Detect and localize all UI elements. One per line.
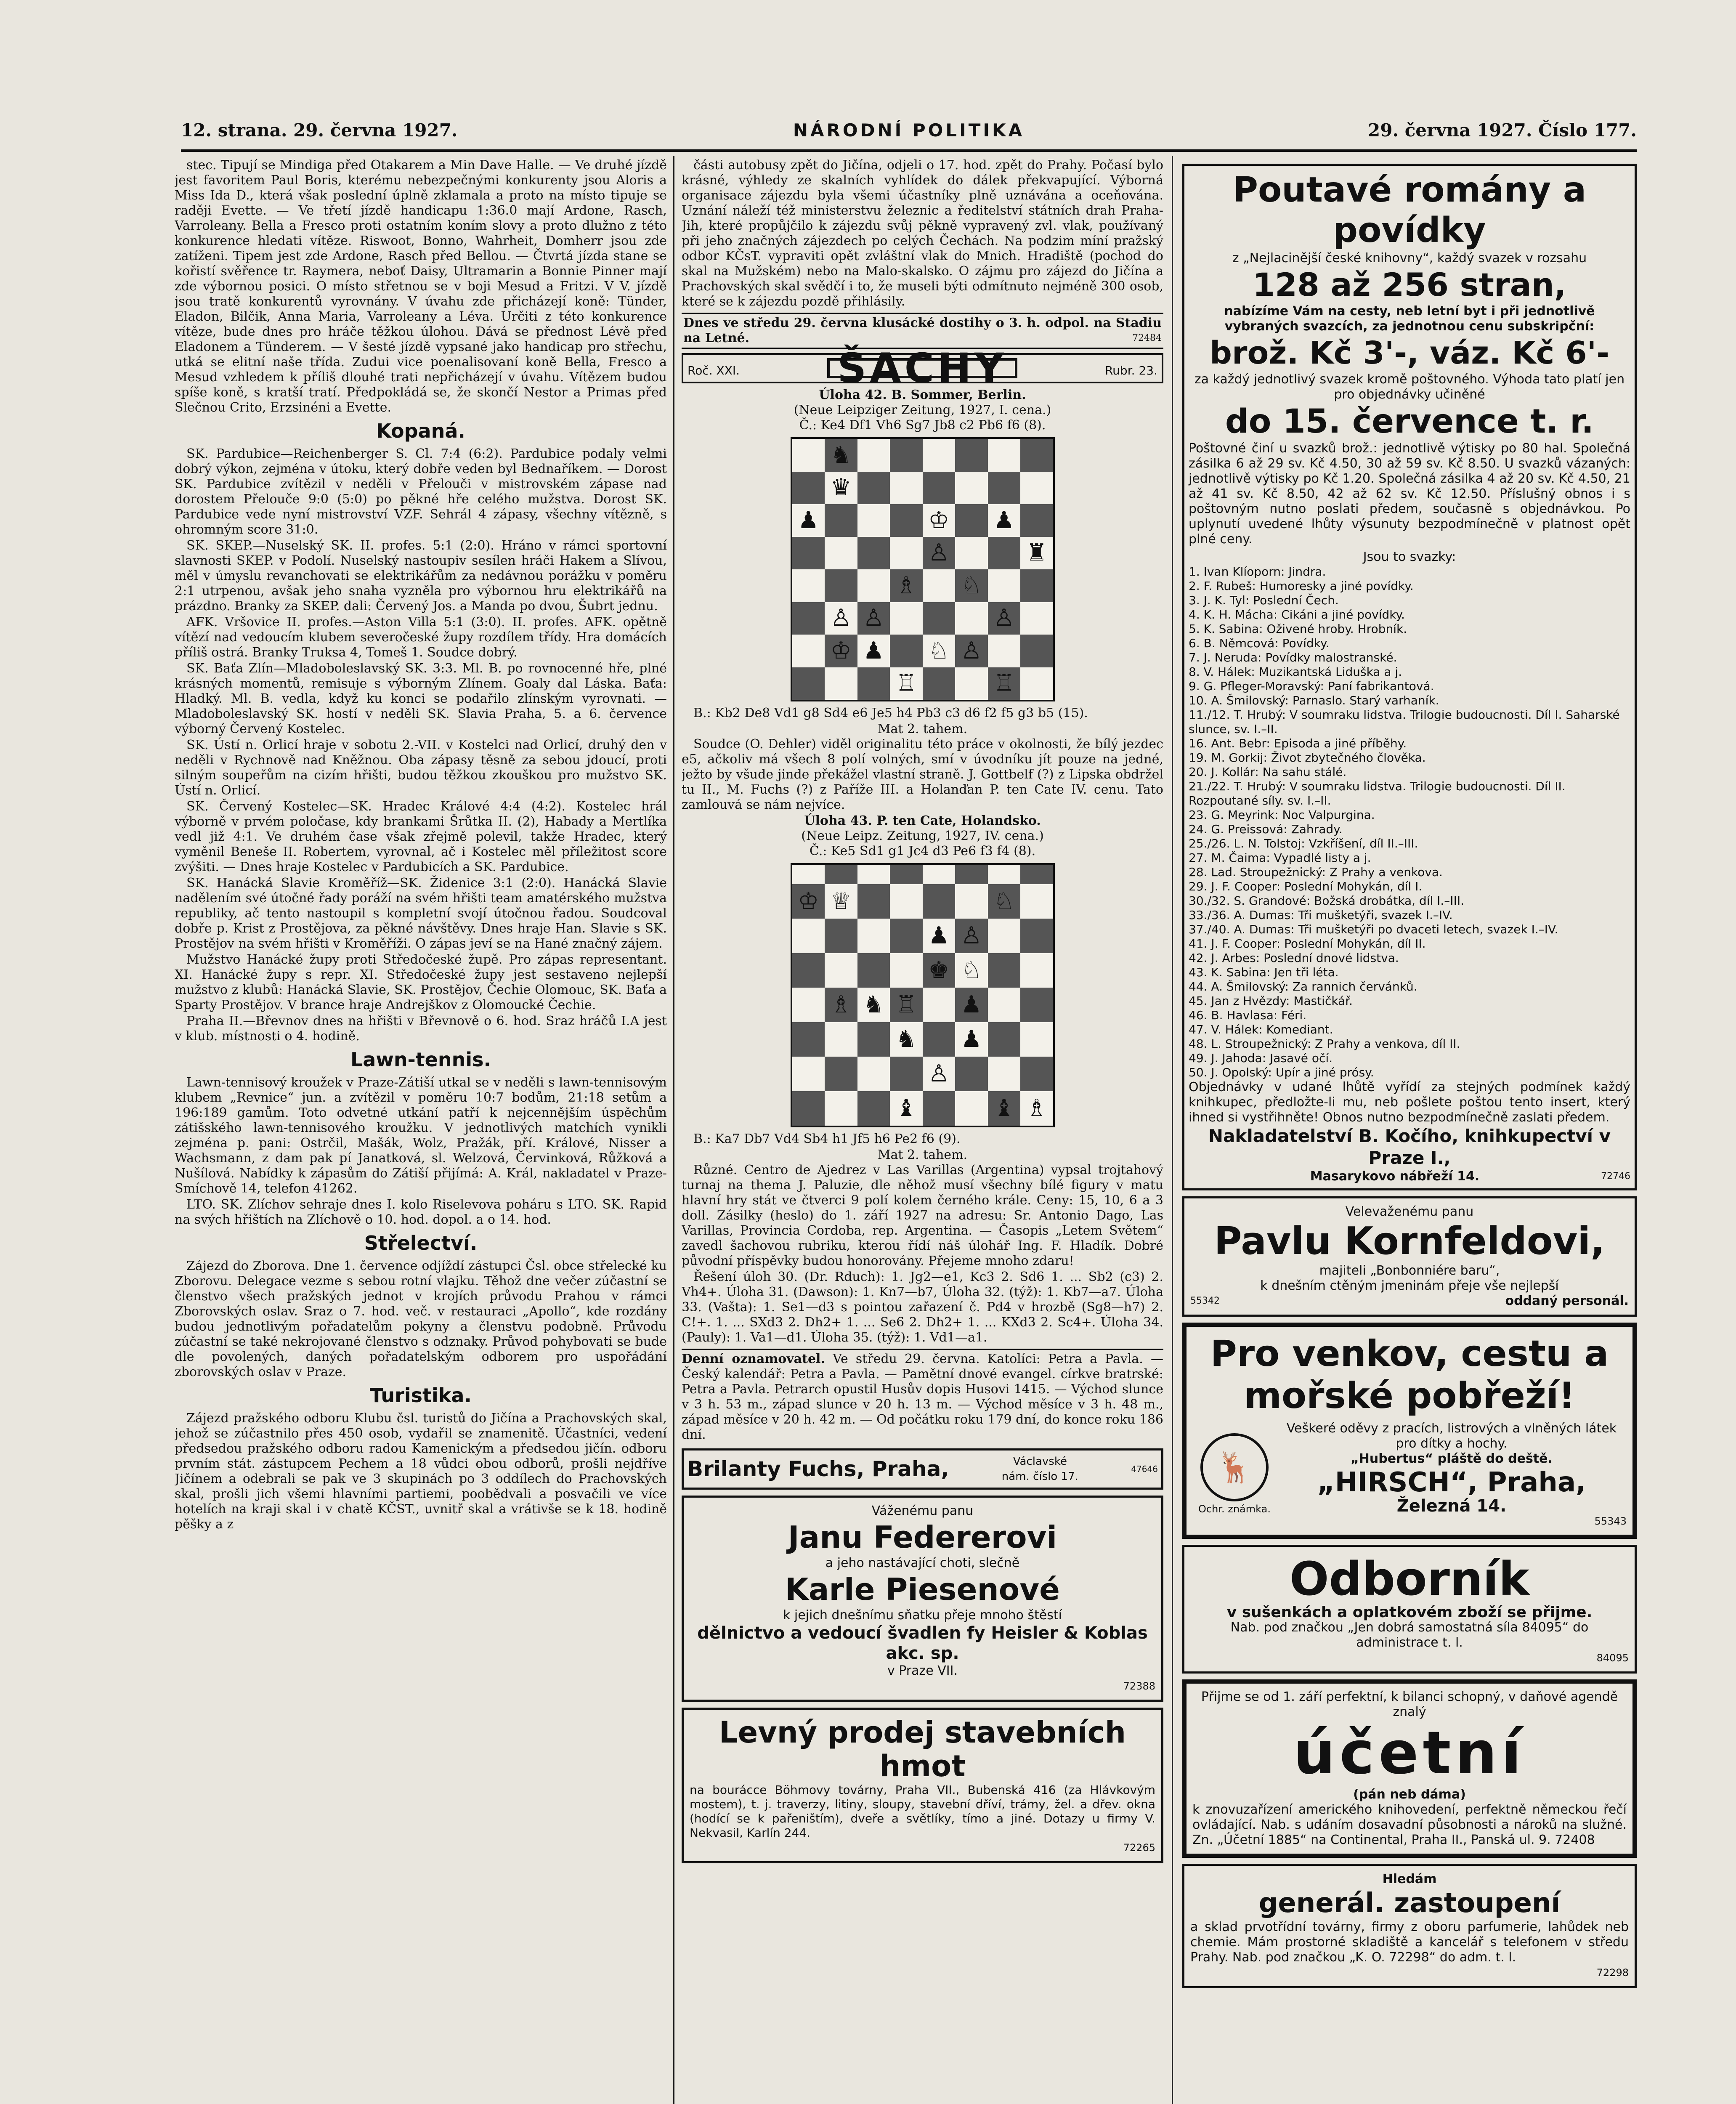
chess-volume: Roč. XXI. <box>687 364 740 377</box>
chess-square <box>923 884 956 919</box>
fuchs-code: 47646 <box>1131 1464 1158 1474</box>
odbornik-title: Odborník <box>1290 1552 1529 1606</box>
chess-square <box>792 635 825 667</box>
book-list-item: 43. K. Sabina: Jen tři léta. <box>1189 965 1339 979</box>
chess-square: ♟ <box>792 504 825 537</box>
chess-square <box>955 865 988 884</box>
chess-square: ♟ <box>857 635 890 667</box>
chess-square <box>923 865 956 884</box>
fuchs-name: Brilanty Fuchs, Praha, <box>687 1457 949 1481</box>
publisher-address-row <box>1189 1169 1630 1184</box>
hiking-news <box>175 1411 667 1532</box>
chess-square <box>857 953 890 988</box>
chess-square <box>988 1022 1021 1057</box>
book-list-item: 24. G. Preissová: Zahrady. <box>1189 822 1343 836</box>
chess-square <box>923 988 956 1022</box>
chess-square <box>857 667 890 700</box>
chess-square <box>955 1057 988 1091</box>
column-divider <box>1172 156 1173 2104</box>
daily-announcer <box>682 1349 1163 1443</box>
chess-square: ♗ <box>825 988 857 1022</box>
paragraph: LTO. SK. Zlíchov sehraje dnes I. kolo Riselevova poháru s LTO. SK. Rapid na svých hřištích na Zlíchově o 10. hod. dopol. a o 14. hod. <box>175 1197 667 1227</box>
hirsch-hubertus: „Hubertus“ pláště do deště. <box>1351 1451 1553 1466</box>
chess-square: ♟ <box>988 504 1021 537</box>
ad-fuchs <box>682 1448 1163 1490</box>
chess-square <box>923 472 956 505</box>
book-list-item: 49. J. Jahoda: Jasavé očí. <box>1189 1051 1333 1065</box>
chess-square <box>792 439 825 472</box>
general-title: generál. zastoupení <box>1258 1888 1561 1919</box>
chess-square: ♙ <box>923 1057 956 1091</box>
chess-square <box>923 602 956 635</box>
chess-square <box>988 537 1021 570</box>
chess-square <box>1020 439 1053 472</box>
piesen-name: Karle Piesenové <box>785 1572 1060 1607</box>
chess-title: ŠACHY <box>827 358 1017 378</box>
hirsch-code: 55343 <box>1594 1515 1627 1527</box>
chess-square <box>923 1022 956 1057</box>
chess-square: ♘ <box>955 953 988 988</box>
chess-square: ♟ <box>955 1022 988 1057</box>
chess-square: ♝ <box>890 1091 923 1126</box>
chess-square <box>923 569 956 602</box>
book-list-item: 9. G. Pfleger-Moravský: Paní fabrikantová. <box>1189 679 1434 693</box>
book-list-item: 25./26. L. N. Tolstoj: Vzkříšení, díl II.–III. <box>1189 837 1418 850</box>
odbornik-subtitle: v sušenkách a oplatkovém zboží se přijme. <box>1226 1604 1593 1621</box>
chess-square <box>1020 472 1053 505</box>
books-title: Poutavé romány a povídky <box>1232 170 1587 250</box>
football-news <box>175 446 667 1044</box>
general-code: 72298 <box>1596 1967 1629 1979</box>
problem-43-source: (Neue Leipz. Zeitung, 1927, IV. cena.) <box>801 829 1044 843</box>
paragraph: Mužstvo Hanácké župy proti Středočeské župě. Pro zápas representant. XI. Hanácké župy s repr. XI. Středočeské župy jest sestaveno nejlepší mužstvo z klubů: Hanácká Slavie, SK. Prostějov, Čechie Olomouc, SK. Baťa a Sparty Prostějov. V brance hraje Andrejškov z Olomoucké Čechie. <box>175 952 667 1012</box>
problem-42-header <box>682 388 1163 433</box>
race-notice <box>682 313 1163 349</box>
books-offer: nabízíme Vám na cesty, neb letní byt i při jednotlivě vybraných svazcích, za jednotnou cenu subskripční: <box>1224 304 1595 334</box>
chess-board-42 <box>791 437 1055 701</box>
problem-42-comment: Soudce (O. Dehler) viděl originalitu této práce v okolnosti, že bílý jezdec e5, ačkoliv má všech 8 polí volných, smí v úvodníku jít pouze na jedné, ježto by všude jinde překážel vlastní straně. J. Gottbelf (?) z Lipska obdržel tu II., M. Fuchs (?) z Paříže III. a Holanďan P. ten Cate IV. cenu. Tato zamlouvá se nám nejvíce. <box>682 737 1163 812</box>
prodej-title: Levný prodej stavebních hmot <box>719 1715 1126 1783</box>
paragraph: části autobusy zpět do Jičína, odjeli o 17. hod. zpět do Prahy. Počasí bylo krásné, výhledy ze skalních vyhlídek do dálek překvapující. Výborná organisace zájezdu byla všemi účastníky plně uznávána a oceňována. Uznání náleží též ministerstvu železnic a ředitelství státních drah Praha-Jih, které propůjčilo k zájezdu svůj pěkně vypravený zvl. vlak, používaný při jeho značných zájezdech po celých Čechách. Na podzim míní pražský odbor KČsT. vypraviti opět zvláštní vlak do Mnich. Hradiště (pochod do skal na Mužském) nebo na Malo-skalsko. O zájmu pro zájezd do Jičína a Prachovských skal svědčí i to, že museli býti odmítnuto nejméně 300 osob, které se k zájezdu pozdě přihlásily. <box>682 158 1163 309</box>
chess-square: ♞ <box>825 439 857 472</box>
general-hledam: Hledám <box>1382 1872 1437 1886</box>
book-list-item: 46. B. Havlasa: Féri. <box>1189 1008 1307 1022</box>
hiking-continued <box>682 158 1163 309</box>
ucetni-text: k znovuzařízení amerického knihovedení, perfektně německou řečí ovládající. Nab. s udáním dosavadní působnosti a nároků na služné. Zn. „Účetní 1885“ na Continental, Praha II., Panská ul. 9. 72408 <box>1192 1802 1627 1847</box>
book-list-item: 29. J. F. Cooper: Poslední Mohykán, díl I. <box>1189 879 1423 893</box>
books-postage: Poštovné činí u svazků brož.: jednotlivě výtisky po 80 hal. Společná zásilka 6 až 29 sv. Kč 4.50, 30 až 59 sv. Kč 8.50. U svazků vázaných: jednotlivě výtisky po Kč 1.20. Společná zásilka 4 až 20 sv. Kč 4.50, 21 až 41 sv. Kč 8.50, 42 až 62 sv. Kč 12.50. Příslušný obnos i s poštovným nutno poslati předem, současně s objednávkou. Po uplynutí uvedené lhůty výsunuty bezpodmínečně v platnost opět plné ceny. <box>1189 441 1630 547</box>
paragraph: SK. Hanácká Slavie Kroměříž—SK. Židenice 3:1 (2:0). Hanácká Slavie nadělením své útočné řady poráží na svém hřišti team amatérského mužstva republiky, ač tento nastoupil s kompletní svojí útočnou řadou. Soudcoval dobře p. Krist z Prostějova, za pěkné návštěvy. Dnes hraje Han. Slavie s SK. Prostějov na svém hřišti v Kroměříži. O zápas jeví se na Hané značný zájem. <box>175 876 667 951</box>
chess-square: ♘ <box>955 569 988 602</box>
chess-square <box>923 667 956 700</box>
chess-square: ♙ <box>857 602 890 635</box>
chess-square <box>1020 919 1053 953</box>
chess-square <box>857 1022 890 1057</box>
chess-square <box>988 919 1021 953</box>
kornfeld-intro: Velevaženému panu <box>1345 1204 1474 1219</box>
paragraph: SK. Červený Kostelec—SK. Hradec Králové 4:4 (4:2). Kostelec hrál výborně v prvém poločase, kdy brankami Šrůtka II. (2), Habady a Mertlíka vedl již 4:1. Ve druhém čase však zřejmě polevil, takže Hradec, který vyměnil Beneše II. Robertem, vyrovnal, ač i Kostelec měl příležitost score zvýšiti. — Dnes hraje Kostelec v Pardubicích a SK. Pardubice. <box>175 799 667 874</box>
book-list-item: 19. M. Gorkij: Život zbytečného člověka. <box>1189 751 1426 765</box>
chess-square <box>955 884 988 919</box>
chess-square <box>890 504 923 537</box>
chess-square <box>1020 1022 1053 1057</box>
chess-square <box>792 919 825 953</box>
publisher-code: 72746 <box>1601 1171 1630 1182</box>
odbornik-code: 84095 <box>1596 1652 1629 1664</box>
chess-square <box>955 504 988 537</box>
books-deadline: do 15. července t. r. <box>1225 403 1594 441</box>
paragraph: SK. Pardubice—Reichenberger S. Cl. 7:4 (6:2). Pardubice podaly velmi dobrý výkon, zejména v útoku, který dobře veden byl Bednaříkem. — Dorost SK. Pardubice zvítězil v neděli v Přelouči v mistrovském zápase nad dorostem Přelouče 9:0 (5:0) po pěkné hře celého mužstva. Dorost SK. Pardubice vede nyní mistrovství VZF. Sehrál 4 zápasy, všechny vítězně, s ohromným score 31:0. <box>175 446 667 537</box>
chess-square: ♕ <box>825 884 857 919</box>
federer-city: v Praze VII. <box>887 1663 958 1678</box>
books-pages: 128 až 256 stran, <box>1253 266 1566 303</box>
chess-square <box>825 953 857 988</box>
chess-square <box>825 504 857 537</box>
books-price-note: za každý jednotlivý svazek kromě poštovného. Výhoda tato platí jen pro objednávky učiněné <box>1194 372 1625 402</box>
paragraph: stec. Tipují se Mindiga před Otakarem a Min Dave Halle. — Ve druhé jízdě jest favoritem Paul Boris, kterému nebezpečnými konkurenty jsou Aloris a Miss Ida D., která však poslední úplně zklamala a proto na místo tipuje se raději Evette. — Ve třetí jízdě handicapu 1:36.0 mají Ardone, Rasch, Varroleany. Bella a Fresco proti ostatním koním slovy a proto dlužno z této konkurence hledati vítěze. Riswoot, Bonno, Wahrheit, Domherr jsou zde zatíženi. Tipem jest zde Ardone, Rasch před Bellou. — Čtvrtá jízda stane se kořistí svěřence tr. Raymera, neboť Daisy, Ultramarin a Bonnie Pinner mají zde výbornou posici. O místo střetnou se v boji Mesud a Fritzi. V V. jízdě jsou tratě konkurentů vyrovnány. V úvahu zde přicházejí koně: Tünder, Eladon, Bilčik, Anna Maria, Varroleany a Léva. Určiti z této konkurence vítěze, bude dnes pro hráče těžkou úlohou. Dává se přednost Lévě před Eladonem a Tünderem. — V šesté jízdě vypsané jako handicap pro střechu, utká se elitní naše třída. Zudui vice poenalisovaní koně Bella, Fresco a Mesud vzhledem k příliš dlouhé trati nepřicházejí v úvahu. Vítězem budou spíše koně, s kratší tratí. Předpokládá se, že skončí Nestor a Primas před Slečnou Crito, Erzsinéni a Evette. <box>175 158 667 415</box>
paragraph: AFK. Vršovice II. profes.—Aston Villa 5:1 (3:0). II. profes. AFK. opětně vítězí nad vedoucím klubem severočeské župy rozdílem třídy. Hra domácích příliš ostrá. Branky Truksa 4, Tomeš 1. Soudce dobrý. <box>175 615 667 660</box>
chess-square: ♞ <box>890 1022 923 1057</box>
chess-square <box>792 472 825 505</box>
chess-square <box>988 472 1021 505</box>
federer-intro: Váženému panu <box>871 1504 974 1518</box>
chess-square <box>857 537 890 570</box>
book-list-item: 33./36. A. Dumas: Tři mušketýři, svazek I.–IV. <box>1189 908 1453 922</box>
chess-square <box>1020 988 1053 1022</box>
ad-odbornik <box>1182 1545 1637 1674</box>
prodej-text: na bourácce Böhmovy továrny, Praha VII., Bubenská 416 (za Hlávkovým mostem), t. j. traverzy, litiny, sloupy, stavební dříví, trámy, žel. a dřev. okna (hodící se k pařeništím), dveře a světlíky, tímo a jiné. Dotazy u firmy V. Nekvasil, Karlín 244. <box>690 1783 1155 1840</box>
chess-square <box>792 865 825 884</box>
ad-building-materials <box>682 1708 1163 1863</box>
paragraph: Lawn-tennisový kroužek v Praze-Zátiší utkal se v neděli s lawn-tennisovým klubem „Revnice“ jun. a zvítězil v poměru 10:7 bodům, 21:18 setům a 196:189 gamům. Toto odvetné utkání patří k nejcennějším úspěchům zátišského lawn-tennisového kroužku. V jednotlivých matchích vynikli zejména p. pani: Ostrčil, Mašák, Wolz, Pražák, pří. Králové, Nisser a Wachsmann, z dam pak pí Janatková, sl. Welzová, Červinková, Růžková a Nušílová. Nabídky k zápasům do Zátiší přijímá: A. Král, nakladatel v Praze-Smíchově 14, telefon 41262. <box>175 1075 667 1196</box>
chess-square <box>988 988 1021 1022</box>
hirsch-text-block <box>1277 1421 1627 1529</box>
book-list-item: 21./22. T. Hrubý: V soumraku lidstva. Trilogie budoucnosti. Díl II. Rozpoutané síly. sv. I.–II. <box>1189 779 1566 808</box>
section-heading-strelectvi: Střelectví. <box>364 1232 478 1254</box>
race-notice-text: Dnes ve středu 29. června klusácké dostihy o 3. h. odpol. na Stadiu na Letné. <box>683 316 1162 345</box>
hirsch-body <box>1192 1421 1627 1529</box>
hirsch-text: Veškeré oděvy z pracích, listrových a vlněných látek pro dítky a hochy. <box>1286 1421 1617 1451</box>
book-list-item: 28. Lad. Stroupežnický: Z Prahy a venkova. <box>1189 865 1443 879</box>
chess-square <box>955 667 988 700</box>
ad-ucetni <box>1182 1679 1637 1858</box>
general-text: a sklad prvotřídní továrny, firmy z oboru parfumerie, lahůdek neb chemie. Mám prostorné skladiště a kancelář s telefonem v středu Prahy. Nab. pod značkou „K. O. 72298“ do adm. t. l. <box>1190 1920 1629 1965</box>
book-list-item: 45. Jan z Hvězdy: Mastičkář. <box>1189 994 1353 1008</box>
header-right: 29. června 1927. Číslo 177. <box>1368 120 1637 141</box>
chess-square <box>857 865 890 884</box>
chess-square <box>890 602 923 635</box>
hirsch-title: Pro venkov, cestu a mořské pobřeží! <box>1210 1333 1609 1417</box>
chess-square <box>857 884 890 919</box>
chess-square <box>988 1057 1021 1091</box>
chess-square <box>825 667 857 700</box>
book-list-item: 1. Ivan Klíoporn: Jindra. <box>1189 565 1326 579</box>
problem-42-mate: Mat 2. tahem. <box>877 722 968 736</box>
book-list-item: 11./12. T. Hrubý: V soumraku lidstva. Trilogie budoucnosti. Díl I. Saharské slunce, sv. I.–II. <box>1189 708 1620 736</box>
books-list <box>1189 565 1630 1080</box>
kornfeld-name: Pavlu Kornfeldovi, <box>1214 1219 1605 1263</box>
book-list-item: 4. K. H. Mácha: Cikáni a jiné povídky. <box>1189 608 1405 622</box>
problem-42-source: (Neue Leipziger Zeitung, 1927, I. cena.) <box>794 403 1051 417</box>
chess-square: ♔ <box>825 635 857 667</box>
chess-square <box>792 667 825 700</box>
chess-square: ♝ <box>988 1091 1021 1126</box>
book-list-item: 47. V. Hálek: Komediant. <box>1189 1023 1333 1036</box>
hirsch-logo-block <box>1192 1433 1277 1517</box>
chess-square: ♟ <box>955 988 988 1022</box>
chess-square <box>792 953 825 988</box>
deer-logo-icon: 🦌 <box>1200 1433 1269 1501</box>
chess-square <box>890 865 923 884</box>
tennis-news <box>175 1075 667 1227</box>
books-list-heading: Jsou to svazky: <box>1363 550 1456 564</box>
chess-square <box>890 1057 923 1091</box>
problem-42-black: Č.: Ke4 Df1 Vh6 Sg7 Jb8 c2 Pb6 f6 (8). <box>799 418 1046 433</box>
chess-square <box>792 1091 825 1126</box>
chess-square <box>1020 953 1053 988</box>
chess-square <box>792 537 825 570</box>
chess-square <box>988 569 1021 602</box>
chess-square <box>825 537 857 570</box>
chess-square: ♗ <box>890 569 923 602</box>
kornfeld-from: oddaný personál. <box>1505 1294 1629 1308</box>
chess-square <box>825 1057 857 1091</box>
chess-square <box>955 472 988 505</box>
column-3 <box>1182 158 1637 2104</box>
page-header <box>181 120 1637 149</box>
chess-square <box>857 1091 890 1126</box>
chess-square <box>825 1022 857 1057</box>
race-notice-code: 72484 <box>1132 333 1162 343</box>
chess-solutions: Řešení úloh 30. (Dr. Rduch): 1. Jg2—e1, Kc3 2. Sd6 1. ... Sb2 (c3) 2. Vh4+. Úloha 31. (Dawson): 1. Kn7—b7, Úloha 32. (týž): 1. Kb7—a7. Úloha 33. (Vašta): 1. Se1—d3 s pointou zařazení č. Pd4 v hrozbě (Sg8—h7) 2. C!+. 1. ... SXd3 2. Dh2+ 1. ... Se6 2. Dh2+ 1. ... KXd3 2. Sc4+. Úloha 34. (Pauly): 1. Va1—d1. Úloha 35. (týž): 1. Vd1—a1. <box>682 1270 1163 1345</box>
ad-federer <box>682 1496 1163 1702</box>
chess-square: ♖ <box>890 988 923 1022</box>
chess-square <box>890 439 923 472</box>
kornfeld-wish: k dnešním ctěným jmeninám přeje vše nejlepší <box>1260 1278 1559 1293</box>
header-rule <box>181 149 1637 152</box>
chess-square <box>923 1091 956 1126</box>
federer-wish: k jejich dnešnímu sňatku přeje mnoho štěstí <box>783 1608 1062 1623</box>
ad-books <box>1182 164 1637 1190</box>
paragraph: Zájezd pražského odboru Klubu čsl. turistů do Jičína a Prachovských skal, jehož se zúčastnilo přes 450 osob, vydařil se znamenitě. Účastníci, vedení předsedou pražského odboru radou Kamenickým a předsedou jičín. odboru prvním stát. zástupcem Pechem a 18 vůdci obou odborů, prošli nejdříve Jičínem a odebrali se pak ve 3 skupinách po 3 oddílech do Prachovských skal, prošli jich všemi hlavními partiemi, poobědvali a posvačili ve více hotelích na kraji skal i v chatě KČST., uvnitř skal a vrátivše se k 18. hodině pěšky a z <box>175 1411 667 1532</box>
chess-square: ♘ <box>988 884 1021 919</box>
chess-square: ♙ <box>988 602 1021 635</box>
book-list-item: 6. B. Němcová: Povídky. <box>1189 636 1330 650</box>
book-list-item: 30./32. S. Grandové: Božská drobátka, díl I.–III. <box>1189 894 1464 908</box>
column-1 <box>175 158 667 2104</box>
chess-rubric: Rubr. 23. <box>1104 364 1157 377</box>
fuchs-address: Václavské nám. číslo 17. <box>1001 1455 1078 1483</box>
chess-square <box>923 439 956 472</box>
book-list-item: 5. K. Sabina: Oživené hroby. Hrobník. <box>1189 622 1407 636</box>
book-list-item: 41. J. F. Cooper: Poslední Mohykán, díl II. <box>1189 937 1426 951</box>
publisher-address: Masarykovo nábřeží 14. <box>1310 1169 1480 1184</box>
paragraph: SK. SKEP.—Nuselský SK. II. profes. 5:1 (2:0). Hráno v rámci sportovní slavnosti SKEP. v Podolí. Nuselský nastoupiv sesílen hráči Hakem a Slívou, měl v úmyslu revanchovati se elektrikářům za nedávnou porážku v poměru 2:1 utrpenou, avšak jeho snaha vyzněla pro výbornou hru elektrikářů na prázdno. Branky za SKEP. dali: Červený Jos. a Manda po dvou, Šubrt jednu. <box>175 538 667 614</box>
book-list-item: 44. A. Šmilovský: Za rannich červánků. <box>1189 980 1417 994</box>
chess-square <box>825 919 857 953</box>
daily-announcer-text: Ve středu 29. června. Katolíci: Petra a Pavla. — Český kalendář: Petra a Pavla. — Pamětní dnové evangel. církve bratrské: Petra a Pavla. Petrarch opustil Husův dopis Husovi 1415. — Východ slunce v 3 h. 53 m., západ slunce v 20 h. 13 m. — Východ měsíce v 3 h. 48 m., západ měsíce v 20 h. 42 m. — Od počátku roku 179 dní, do konce roku 186 dní. <box>682 1352 1163 1442</box>
chess-square <box>955 439 988 472</box>
chess-square: ♚ <box>923 953 956 988</box>
chess-square <box>1020 504 1053 537</box>
problem-43-title: Úloha 43. P. ten Cate, Holandsko. <box>804 813 1041 828</box>
ad-kornfeld <box>1182 1196 1637 1317</box>
chess-misc: Různé. Centro de Ajedrez v Las Varillas (Argentina) vypsal trojtahový turnaj na thema J. Paluzie, dle něhož musí všechny bílé figury v matu hlavní hry stát ve čtverci 9 polí kolem černého krále. Ceny: 15, 10, 6 a 3 doll. Zásilky (heslo) do 1. září 1927 na adresu: Sr. Antonio Dago, Las Varillas, Provincia Cordoba, rep. Argentina. — Časopis „Letem Světem“ zavedl šachovou rubriku, kterou řídí náš úlohář Ing. F. Hladík. Dobré původní příspěvky budou honorovány. Přejeme mnoho zdaru! <box>682 1163 1163 1268</box>
problem-43-mate: Mat 2. tahem. <box>877 1148 968 1162</box>
chess-square: ♞ <box>857 988 890 1022</box>
problem-42-white: B.: Kb2 De8 Vd1 g8 Sd4 e6 Je5 h4 Pb3 c3 d6 f2 f5 g3 b5 (15). <box>693 706 1088 720</box>
book-list-item: 23. G. Meyrink: Noc Valpurgina. <box>1189 808 1375 822</box>
chess-square <box>792 569 825 602</box>
chess-square: ♖ <box>890 667 923 700</box>
paragraph: SK. Baťa Zlín—Mladoboleslavský SK. 3:3. Ml. B. po rovnocenné hře, plné krásných momentů, remisuje s výborným Zlínem. Goaly dal Láska. Baťa: Hladký. Ml. B. vedla, když ku konci se podařilo zlínským vyrovnati. — Mladoboleslavský SK. hostí v neděli SK. Slavia Praha, 5. a 6. července výborný Červený Kostelec. <box>175 661 667 736</box>
header-left: 12. strana. 29. června 1927. <box>181 120 458 141</box>
hirsch-name: „HIRSCH“, Praha, <box>1317 1467 1586 1498</box>
kornfeld-footer <box>1190 1294 1629 1309</box>
column-2 <box>682 158 1163 2104</box>
section-heading-kopana: Kopaná. <box>376 420 465 442</box>
prodej-code: 72265 <box>1123 1842 1155 1854</box>
chess-square <box>857 919 890 953</box>
chess-square <box>1020 884 1053 919</box>
chess-square <box>1020 865 1053 884</box>
chess-square: ♙ <box>923 537 956 570</box>
masthead: NÁRODNÍ POLITIKA <box>793 120 1025 141</box>
racing-article <box>175 158 667 415</box>
paragraph: Zájezd do Zborova. Dne 1. července odjíždí zástupci Čsl. obce střelecké ku Zborovu. Delegace vezme s sebou rotní vlajku. Těhož dne večer zúčastní se členstvo všech pražských jednot v krojích průvodu Prahou v rámci Zborovských oslav. Sraz o 7. hod. več. v restauraci „Apollo“, kde rozdány budou jednotlivým pořadatelům pokyny a členstvu podobně. Průvodu zúčastní se také nekrojované členstvo s odznaky. Průvod pohybovati se bude dle povolených, daných pořadatelským odborem pro uspořádání zborovských oslav v Praze. <box>175 1259 667 1379</box>
chess-square <box>792 1057 825 1091</box>
problem-42-title: Úloha 42. B. Sommer, Berlin. <box>819 388 1026 402</box>
book-list-item: 2. F. Rubeš: Humoresky a jiné povídky. <box>1189 579 1414 593</box>
chess-square: ♔ <box>792 884 825 919</box>
chess-square <box>857 1057 890 1091</box>
chess-square <box>792 602 825 635</box>
chess-square <box>792 988 825 1022</box>
odbornik-text: Nab. pod značkou „Jen dobrá samostatná síla 84095“ do administrace t. l. <box>1230 1620 1589 1650</box>
chess-square: ♙ <box>825 602 857 635</box>
book-list-item: 20. J. Kollár: Na sahu stálé. <box>1189 765 1347 779</box>
kornfeld-code: 55342 <box>1190 1296 1220 1306</box>
chess-square <box>890 537 923 570</box>
chess-square <box>890 884 923 919</box>
ucetni-subtitle: (pán neb dáma) <box>1353 1787 1466 1802</box>
chess-square <box>988 635 1021 667</box>
hirsch-mark-label: Ochr. známka. <box>1198 1503 1271 1515</box>
chess-square: ♙ <box>955 919 988 953</box>
book-list-item: 8. V. Hálek: Muzikantská Liduška a j. <box>1189 665 1402 679</box>
chess-square <box>1020 1057 1053 1091</box>
ad-hirsch <box>1182 1323 1637 1539</box>
chess-square <box>955 602 988 635</box>
column-divider <box>673 156 674 2104</box>
ucetni-title: účetní <box>1293 1719 1526 1788</box>
chess-square <box>890 919 923 953</box>
publisher-name: Nakladatelství B. Kočího, knihkupectví v Praze I., <box>1208 1126 1611 1168</box>
chess-square <box>890 635 923 667</box>
ad-general-representation <box>1182 1864 1637 1988</box>
book-list-item: 42. J. Arbes: Poslední dnové lidstva. <box>1189 951 1399 965</box>
section-heading-lawn-tennis: Lawn-tennis. <box>350 1048 491 1071</box>
book-list-item: 50. J. Opolský: Upír a jiné prósy. <box>1189 1065 1374 1079</box>
book-list-item: 3. J. K. Tyl: Poslední Čech. <box>1189 593 1339 607</box>
chess-square <box>1020 667 1053 700</box>
federer-code: 72388 <box>1123 1680 1155 1692</box>
book-list-item: 7. J. Neruda: Povídky malostranské. <box>1189 651 1397 664</box>
ucetni-intro: Přijme se od 1. září perfektní, k bilanci schopný, v daňové agendě znalý <box>1201 1690 1618 1719</box>
paragraph: SK. Ústí n. Orlicí hraje v sobotu 2.-VII. v Kostelci nad Orlicí, druhý den v neděli v Rychnově nad Kněžnou. Oba zápasy těsně za sebou jdoucí, proti silným soupeřům na cizím hřišti, budou těžkou zkouškou pro mužstvo SK. Ústí n. Orlicí. <box>175 738 667 798</box>
chess-square <box>825 1091 857 1126</box>
chess-square <box>955 1091 988 1126</box>
book-list-item: 16. Ant. Bebr: Episoda a jiné příběhy. <box>1189 736 1407 750</box>
chess-square: ♟ <box>923 919 956 953</box>
chess-square <box>825 569 857 602</box>
shooting-news <box>175 1259 667 1380</box>
chess-square <box>988 953 1021 988</box>
chess-square <box>890 472 923 505</box>
chess-square: ♙ <box>955 635 988 667</box>
federer-name: Janu Federerovi <box>788 1520 1057 1555</box>
daily-announcer-title: Denní oznamovatel. <box>682 1352 825 1366</box>
chess-square <box>1020 569 1053 602</box>
chess-square: ♜ <box>1020 537 1053 570</box>
problem-43-black: Č.: Ke5 Sd1 g1 Jc4 d3 Pe6 f3 f4 (8). <box>809 844 1036 858</box>
chess-square: ♔ <box>923 504 956 537</box>
federer-mid: a jeho nastávající choti, slečně <box>825 1556 1020 1570</box>
chess-square <box>1020 602 1053 635</box>
chess-square <box>857 472 890 505</box>
book-list-item: 27. M. Čaima: Vypadlé listy a j. <box>1189 851 1371 865</box>
book-list-item: 48. L. Stroupežnický: Z Prahy a venkova, díl II. <box>1189 1037 1460 1051</box>
chess-square: ♗ <box>1020 1091 1053 1126</box>
chess-square <box>857 569 890 602</box>
chess-square <box>890 953 923 988</box>
hirsch-address: Železná 14. <box>1396 1496 1507 1516</box>
chess-square <box>988 865 1021 884</box>
kornfeld-role: majiteli „Bonbonniére baru“, <box>1319 1263 1500 1278</box>
paragraph: Praha II.—Břevnov dnes na hřišti v Břevnově o 6. hod. Sraz hráčů I.A jest v klub. místnosti o 4. hodině. <box>175 1014 667 1044</box>
chess-square <box>1020 635 1053 667</box>
books-order-note: Objednávky v udané lhůtě vyřídí za stejných podmínek každý knihkupec, předložte-li mu, neb pošlete poštou tento insert, který ihned si vystřihněte! Obnos nutno bezpodmínečně zaslati předem. <box>1189 1080 1630 1125</box>
chess-square <box>857 504 890 537</box>
books-subtitle: z „Nejlacinější české knihovny“, každý svazek v rozsahu <box>1232 251 1587 266</box>
chess-square: ♖ <box>988 667 1021 700</box>
section-heading-turistika: Turistika. <box>370 1384 472 1407</box>
federer-from: dělnictvo a vedoucí švadlen fy Heisler & Koblas akc. sp. <box>697 1623 1148 1663</box>
chess-square <box>792 1022 825 1057</box>
chess-square <box>988 439 1021 472</box>
problem-43-header <box>682 813 1163 859</box>
chess-square <box>857 439 890 472</box>
chess-square: ♛ <box>825 472 857 505</box>
chess-banner <box>682 345 1163 392</box>
chess-square <box>825 865 857 884</box>
book-list-item: 10. A. Šmilovský: Parnaslo. Starý varhaník. <box>1189 693 1439 707</box>
book-list-item: 37./40. A. Dumas: Tři mušketýři po dvaceti letech, svazek I.–IV. <box>1189 922 1558 936</box>
books-price: brož. Kč 3'-, váz. Kč 6'- <box>1210 335 1609 371</box>
problem-43-white: B.: Ka7 Db7 Vd4 Sb4 h1 Jf5 h6 Pe2 f6 (9). <box>693 1132 961 1146</box>
chess-square: ♘ <box>923 635 956 667</box>
chess-board-43 <box>791 863 1055 1127</box>
chess-square <box>955 537 988 570</box>
